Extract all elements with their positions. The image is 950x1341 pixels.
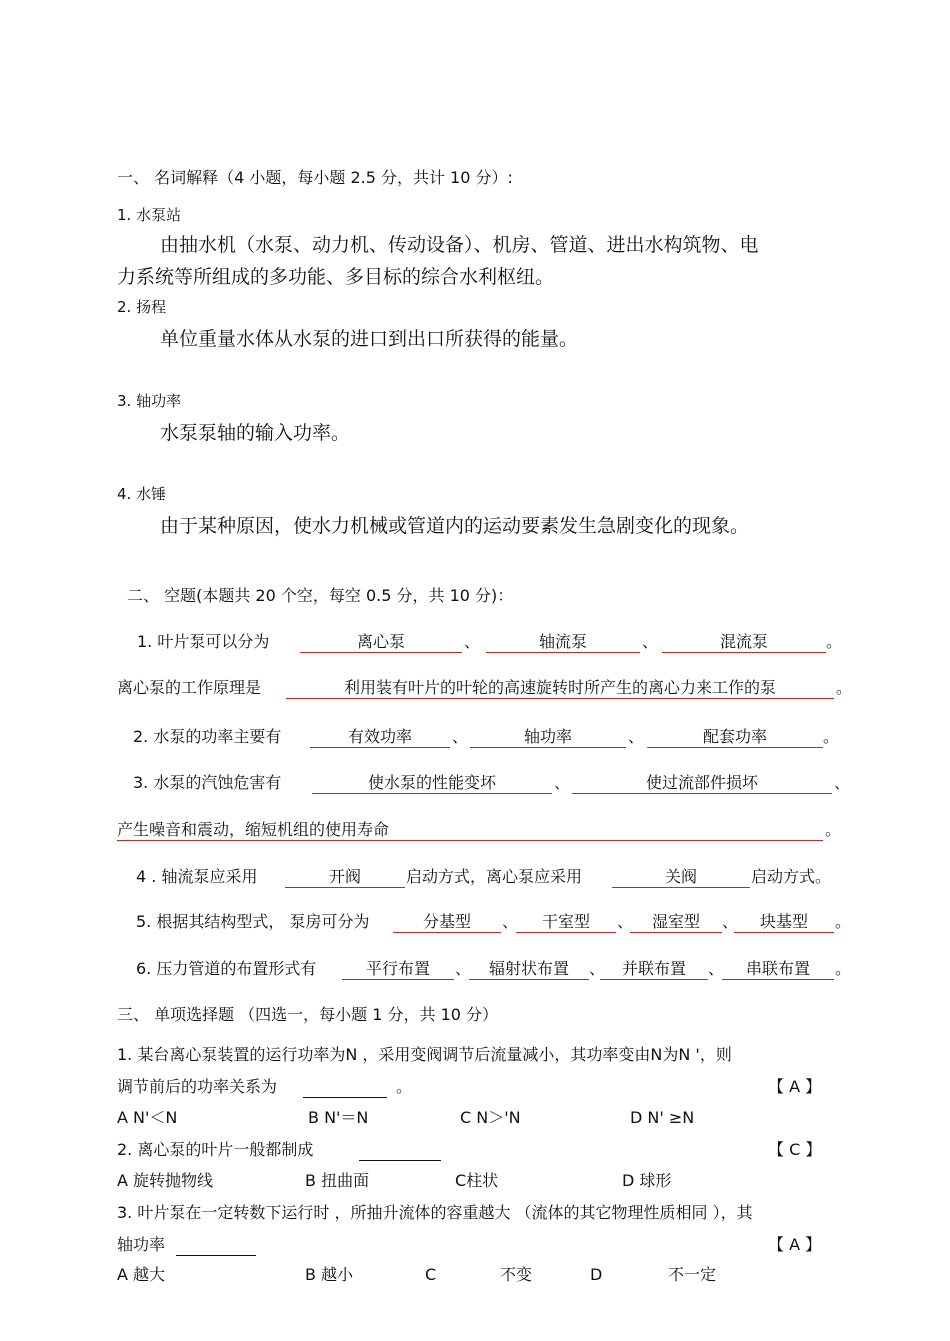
mc-q1-line2: 调节前后的功率关系为 <box>117 1077 278 1096</box>
period: 。 <box>836 678 853 697</box>
term2-label: 2. 扬程 <box>117 298 167 316</box>
term3-def: 水泵泵轴的输入功率。 <box>160 422 351 444</box>
fill-q2-answer1: 有效功率 <box>310 727 450 748</box>
mc-q3-option-d-text: 不一定 <box>668 1265 717 1284</box>
mc-q2-blank <box>359 1140 441 1161</box>
separator: 、 <box>834 773 851 792</box>
fill-q5-answer1: 分基型 <box>393 912 501 933</box>
fill-q1-answer1: 离心泵 <box>300 632 462 653</box>
separator: 、 <box>452 727 469 746</box>
fill-q3-answer3: 产生噪音和震动，缩短机组的使用寿命 <box>117 820 823 841</box>
mc-q2-option-a: A 旋转抛物线 <box>117 1171 214 1190</box>
term1-def-line1: 由抽水机（水泵、动力机、传动设备）、机房、管道、进出水构筑物、电 <box>160 234 759 256</box>
fill-q2-prefix: 2. 水泵的功率主要有 <box>133 727 282 746</box>
fill-q1-prefix: 1. 叶片泵可以分为 <box>137 632 270 651</box>
term1-label: 1. 水泵站 <box>117 206 182 224</box>
fill-q5-answer3: 湿室型 <box>630 912 722 933</box>
mc-q2-line1: 2. 离心泵的叶片一般都制成 <box>117 1140 314 1159</box>
separator: 、 <box>502 912 519 931</box>
fill-q4-prefix: 4 . 轴流泵应采用 <box>136 867 258 886</box>
mc-q1-line1: 1. 某台离心泵装置的运行功率为N ，采用变阀调节后流量减小，其功率变由N为N '，则 <box>117 1045 732 1064</box>
section3-title: 三、 单项选择题 （四选一，每小题 1 分，共 10 分） <box>117 1005 499 1024</box>
mc-q3-option-a: A 越大 <box>117 1265 166 1284</box>
term2-def: 单位重量水体从水泵的进口到出口所获得的能量。 <box>160 328 579 350</box>
separator: 、 <box>722 912 739 931</box>
mc-q2-option-c: C柱状 <box>455 1171 499 1190</box>
term4-label: 4. 水锤 <box>117 485 167 503</box>
period: 。 <box>396 1077 413 1096</box>
separator: 、 <box>554 773 571 792</box>
mc-q3-option-b: B 越小 <box>305 1265 354 1284</box>
mc-q1-option-b: B N'＝N <box>308 1108 369 1127</box>
fill-q4-answer2: 关阀 <box>612 867 750 888</box>
mc-q3-line1: 3. 叶片泵在一定转数下运行时 ，所抽升流体的容重越大 （流体的其它物理性质相同 ），其 <box>117 1203 753 1222</box>
period: 。 <box>826 632 843 651</box>
fill-q2-answer2: 轴功率 <box>470 727 626 748</box>
fill-q2-answer3: 配套功率 <box>647 727 823 748</box>
section2-title: 二、 空题(本题共 20 个空，每空 0.5 分，共 10 分)： <box>127 586 514 605</box>
separator: 、 <box>628 727 645 746</box>
period: 。 <box>835 959 852 978</box>
term3-label: 3. 轴功率 <box>117 392 182 410</box>
mc-q2-answer: 【 C 】 <box>768 1140 822 1159</box>
fill-q4-suffix: 启动方式。 <box>751 867 832 886</box>
fill-q6-answer3: 并联布置 <box>600 959 708 980</box>
mc-q2-option-b: B 扭曲面 <box>305 1171 370 1190</box>
fill-q1-answer3: 混流泵 <box>662 632 826 653</box>
fill-q1b-prefix: 离心泵的工作原理是 <box>117 678 262 697</box>
period: 。 <box>835 912 852 931</box>
fill-q3-answer2: 使过流部件损坏 <box>572 773 832 794</box>
mc-q2-option-d: D 球形 <box>622 1171 672 1190</box>
separator: 、 <box>708 959 725 978</box>
fill-q6-answer1: 平行布置 <box>342 959 454 980</box>
fill-q3-prefix: 3. 水泵的汽蚀危害有 <box>133 773 282 792</box>
fill-q4-middle: 启动方式，离心泵应采用 <box>406 867 583 886</box>
separator: 、 <box>464 632 481 651</box>
term1-def-line2: 力系统等所组成的多功能、多目标的综合水利枢纽。 <box>117 266 555 288</box>
mc-q1-answer: 【 A 】 <box>768 1077 822 1096</box>
section1-title: 一、 名词解释（4 小题，每小题 2.5 分，共计 10 分）: <box>117 168 513 187</box>
mc-q3-option-d: D <box>590 1265 603 1284</box>
fill-q6-prefix: 6. 压力管道的布置形式有 <box>136 959 317 978</box>
mc-q1-blank <box>303 1077 387 1098</box>
fill-q1-answer2: 轴流泵 <box>486 632 640 653</box>
mc-q1-option-c: C N＞'N <box>460 1108 521 1127</box>
mc-q3-option-c-text: 不变 <box>500 1265 533 1284</box>
mc-q1-option-a: A N'＜N <box>117 1108 178 1127</box>
separator: 、 <box>455 959 472 978</box>
term4-def: 由于某种原因，使水力机械或管道内的运动要素发生急剧变化的现象。 <box>160 515 750 537</box>
fill-q5-answer4: 块基型 <box>734 912 834 933</box>
fill-q5-answer2: 干室型 <box>516 912 616 933</box>
separator: 、 <box>589 959 606 978</box>
separator: 、 <box>642 632 659 651</box>
mc-q3-answer: 【 A 】 <box>768 1235 822 1254</box>
fill-q1b-answer: 利用装有叶片的叶轮的高速旋转时所产生的离心力来工作的泵 <box>286 678 834 699</box>
mc-q3-line2: 轴功率 <box>117 1235 166 1254</box>
mc-q3-blank <box>176 1235 256 1256</box>
mc-q1-option-d: D N' ≥N <box>630 1108 695 1127</box>
fill-q3-answer1: 使水泵的性能变坏 <box>312 773 552 794</box>
fill-q5-prefix: 5. 根据其结构型式， 泵房可分为 <box>136 912 370 931</box>
mc-q3-option-c: C <box>425 1265 437 1284</box>
fill-q4-answer1: 开阀 <box>285 867 405 888</box>
separator: 、 <box>617 912 634 931</box>
period: 。 <box>825 820 842 839</box>
period: 。 <box>823 727 840 746</box>
fill-q6-answer2: 辐射状布置 <box>469 959 589 980</box>
fill-q6-answer4: 串联布置 <box>722 959 834 980</box>
